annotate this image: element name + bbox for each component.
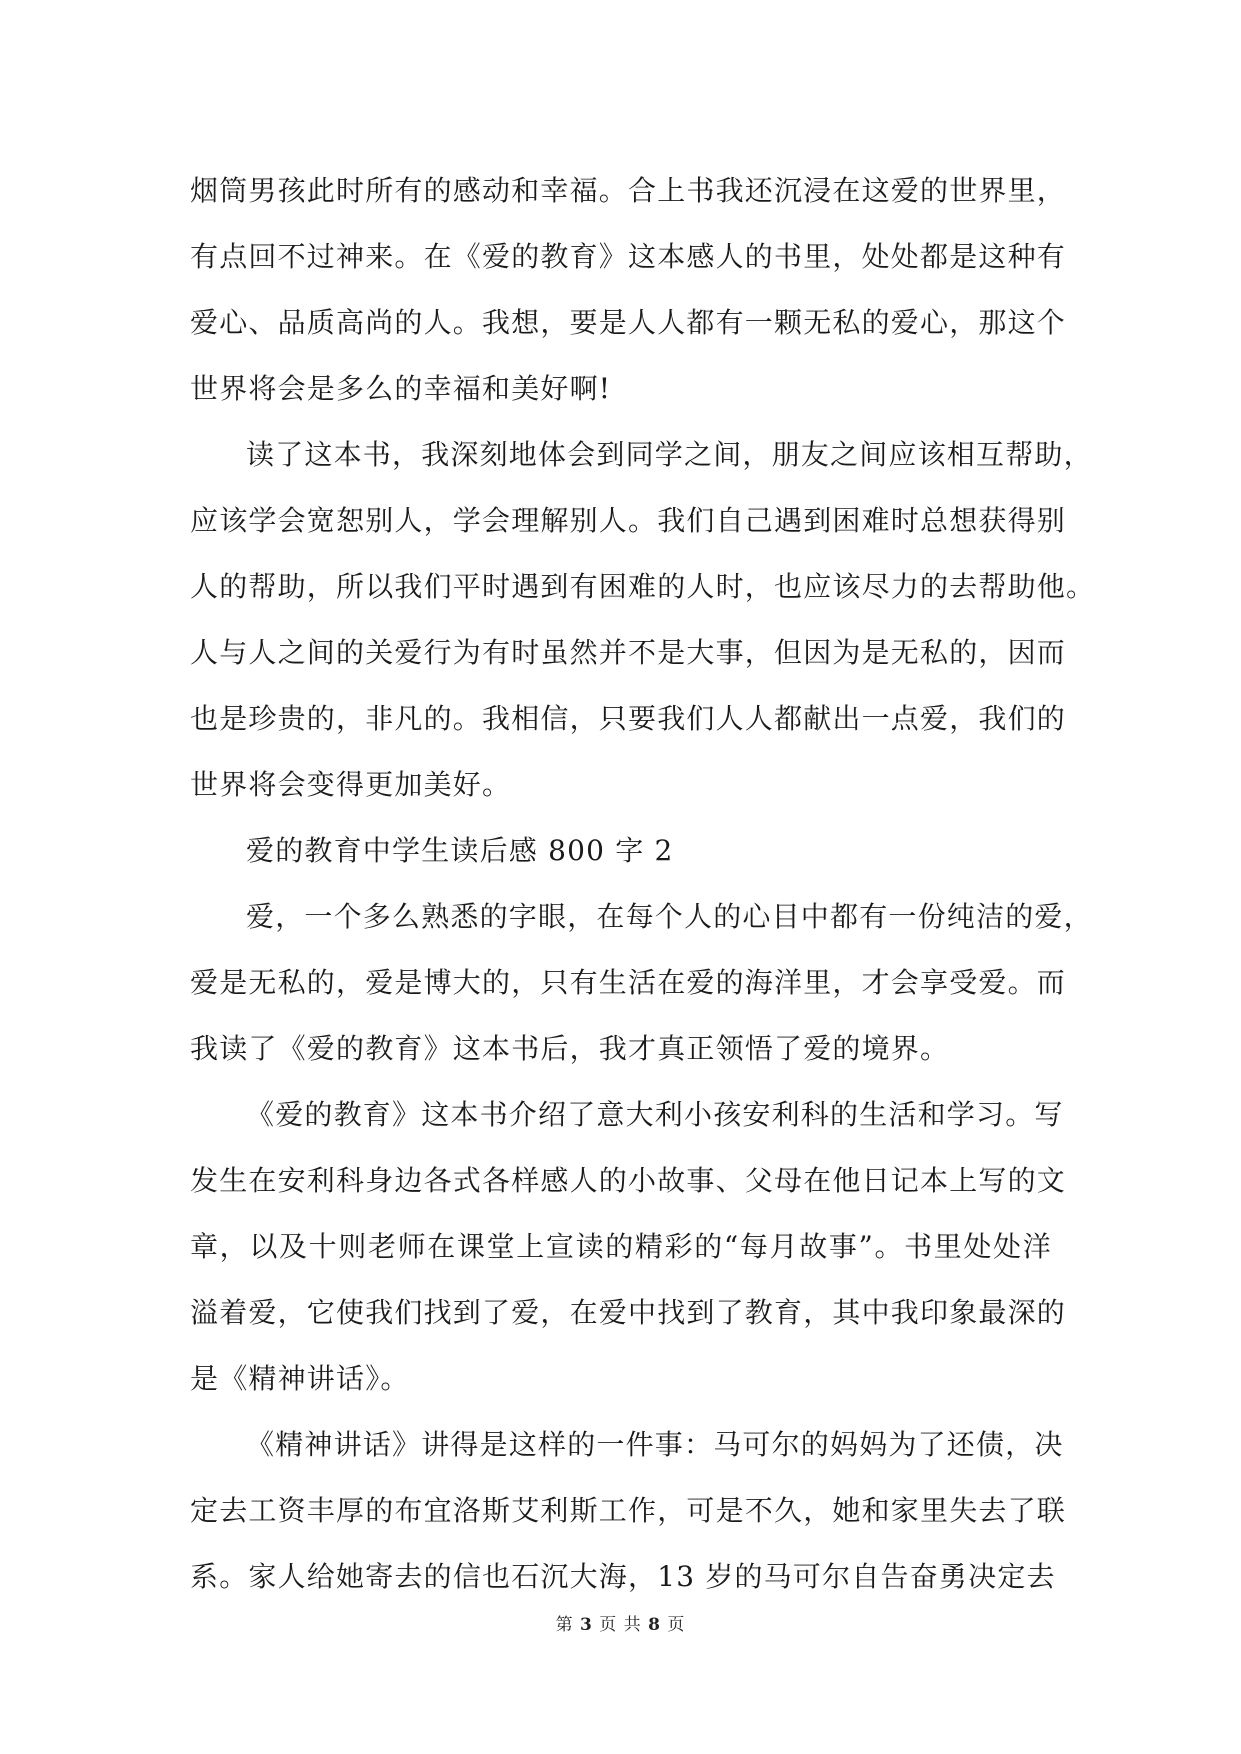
- text-line: 人的帮助，所以我们平时遇到有困难的人时，也应该尽力的去帮助他。: [190, 570, 1096, 603]
- text-line: 世界将会变得更加美好。: [190, 768, 512, 801]
- text-line: 《精神讲话》讲得是这样的一件事：马可尔的妈妈为了还债，决: [246, 1428, 1064, 1461]
- text-line: 人与人之间的关爱行为有时虽然并不是大事，但因为是无私的，因而: [190, 636, 1067, 669]
- current-page-number: 3: [580, 1615, 593, 1635]
- footer-suffix: 页: [660, 1615, 686, 1635]
- text-line: 也是珍贵的，非凡的。我相信，只要我们人人都献出一点爱，我们的: [190, 702, 1067, 735]
- text-line: 我读了《爱的教育》这本书后，我才真正领悟了爱的境界。: [190, 1032, 950, 1065]
- text-line: 读了这本书，我深刻地体会到同学之间，朋友之间应该相互帮助，: [246, 438, 1093, 471]
- text-line: 有点回不过神来。在《爱的教育》这本感人的书里，处处都是这种有: [190, 240, 1067, 273]
- page-footer: [0, 1610, 1241, 1635]
- text-line: 定去工资丰厚的布宜洛斯艾利斯工作，可是不久，她和家里失去了联: [190, 1494, 1067, 1527]
- text-line: 爱，一个多么熟悉的字眼，在每个人的心目中都有一份纯洁的爱，: [246, 900, 1093, 933]
- document-body: [190, 158, 1096, 1610]
- footer-prefix: 第: [555, 1615, 581, 1635]
- text-line: 《爱的教育》这本书介绍了意大利小孩安利科的生活和学习。写: [246, 1098, 1064, 1131]
- total-page-number: 8: [648, 1615, 661, 1635]
- text-line: 爱是无私的，爱是博大的，只有生活在爱的海洋里，才会享受爱。而: [190, 966, 1067, 999]
- text-line: 溢着爱，它使我们找到了爱，在爱中找到了教育，其中我印象最深的: [190, 1296, 1067, 1329]
- text-line: 爱的教育中学生读后感 800 字 2: [246, 834, 674, 867]
- text-line: 发生在安利科身边各式各样感人的小故事、父母在他日记本上写的文: [190, 1164, 1067, 1197]
- text-line: 爱心、品质高尚的人。我想，要是人人都有一颗无私的爱心，那这个: [190, 306, 1067, 339]
- text-line: 应该学会宽恕别人，学会理解别人。我们自己遇到困难时总想获得别: [190, 504, 1067, 537]
- text-line: 是《精神讲话》。: [190, 1362, 410, 1395]
- text-line: 系。家人给她寄去的信也石沉大海，13 岁的马可尔自告奋勇决定去: [190, 1560, 1056, 1593]
- text-line: 章，以及十则老师在课堂上宣读的精彩的“每月故事”。书里处处洋: [190, 1230, 1052, 1263]
- text-line: 烟筒男孩此时所有的感动和幸福。合上书我还沉浸在这爱的世界里，: [190, 174, 1067, 207]
- text-line: 世界将会是多么的幸福和美好啊!: [190, 372, 612, 405]
- footer-middle: 页 共: [592, 1615, 649, 1635]
